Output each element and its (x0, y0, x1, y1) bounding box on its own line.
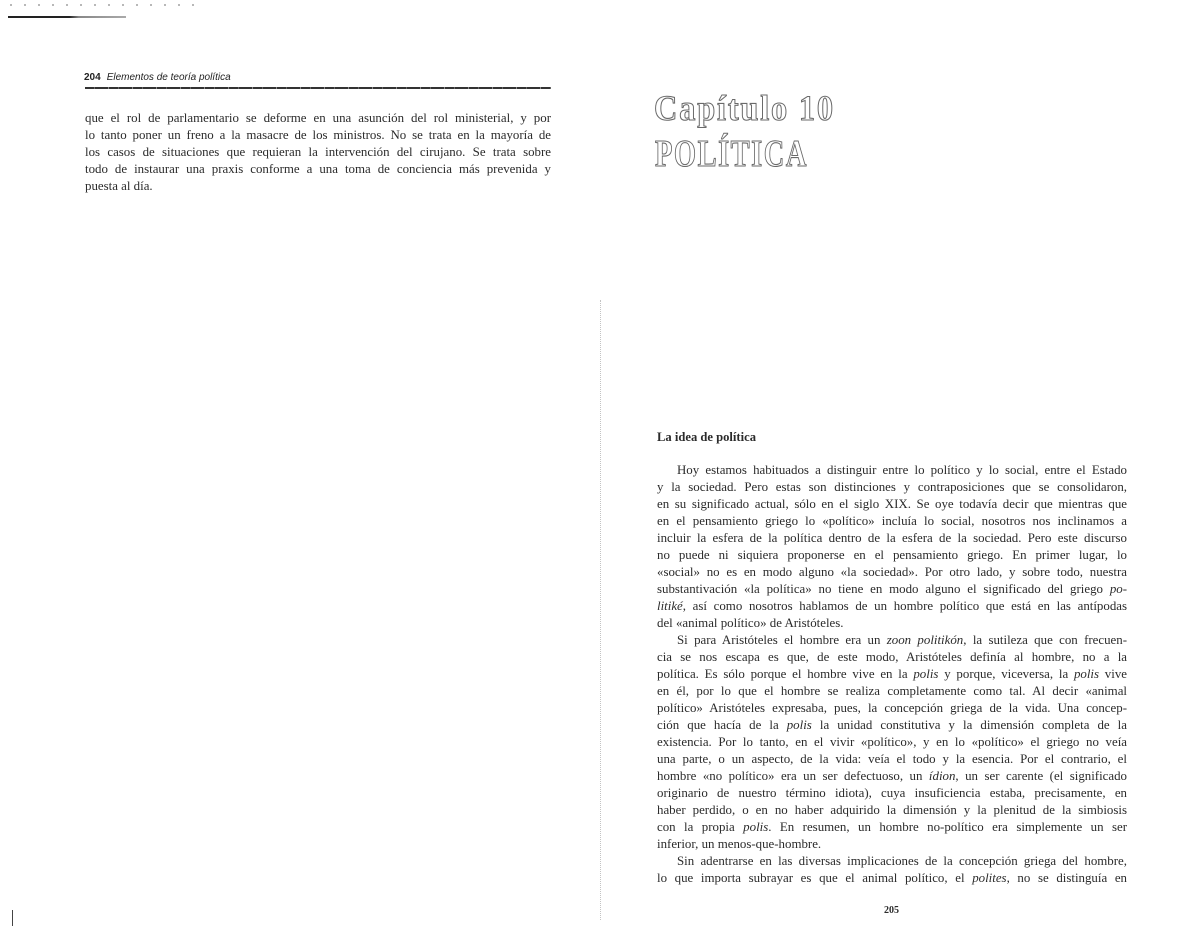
text-line: no puede ni siquiera proponerse en el pensamiento griego. En primer lugar, lo (657, 548, 1127, 562)
text-line (657, 666, 1127, 683)
text-line: que el rol de parlamentario se deforme en una asunción del rol ministerial, y por (85, 111, 551, 125)
text-line: los casos de situaciones que requieran la intervención del cirujano. Se trata sobre (85, 145, 551, 159)
text-line: en su significado actual, sólo en el siglo XIX. Se oye todavía decir que mientras que (657, 497, 1127, 511)
paragraph (85, 110, 551, 195)
text-line: cia se nos escapa es que, de este modo, Aristóteles definía al hombre, no a la (657, 650, 1127, 664)
text-line (657, 768, 1127, 785)
text-line (657, 870, 1127, 887)
text-segment: , así como nosotros hablamos de un hombre político que está en las antípodas (682, 599, 1127, 613)
text-line: inferior, un menos-que-hombre. (657, 837, 822, 851)
text-segment: hombre «no político» era un ser defectuoso, un (657, 769, 929, 783)
text-segment: política. Es sólo porque el hombre vive en la (657, 667, 914, 681)
text-line (657, 632, 1127, 649)
text-line: del «animal político» de Aristóteles. (657, 616, 844, 630)
text-segment: , un ser carente (el significado (955, 769, 1127, 783)
paragraph (657, 462, 1127, 632)
text-segment: la unidad constitutiva y la dimensión completa de la (811, 718, 1127, 732)
text-line: y la sociedad. Pero estas son distinciones y contraposiciones que se consolidaron, (657, 480, 1127, 494)
text-line: en él, por lo que el hombre se realiza completamente como tal. Al decir «animal (657, 684, 1127, 698)
text-segment: y porque, viceversa, la (938, 667, 1074, 681)
body-text (85, 110, 551, 195)
text-line: Sin adentrarse en las diversas implicaciones de la concepción griega del hombre, (677, 854, 1127, 868)
text-segment: Si para Aristóteles el hombre era un (677, 633, 887, 647)
running-head (84, 71, 231, 85)
text-line (657, 581, 1127, 598)
text-segment: ción que hacía de la (657, 718, 787, 732)
running-head-title: Elementos de teoría política (106, 72, 231, 83)
text-segment: , no se distinguía en (1006, 871, 1127, 885)
italic-term: litiké (657, 599, 683, 613)
paragraph (657, 632, 1127, 853)
text-line: todo de instaurar una praxis conforme a una toma de conciencia más prevenida y (85, 162, 551, 176)
text-line: Hoy estamos habituados a distinguir entre lo político y lo social, entre el Estado (677, 463, 1127, 477)
text-line: existencia. Por lo tanto, en el vivir «político», y en lo «político» el griego no veía (657, 735, 1127, 749)
italic-term: polis (786, 718, 812, 732)
section-heading: La idea de política (657, 430, 757, 444)
text-line (657, 717, 1127, 734)
text-segment: . En resumen, un hombre no-político era simplemente un ser (768, 820, 1127, 834)
page-number: 205 (884, 905, 899, 916)
text-line: incluir la esfera de la política dentro de la esfera de la sociedad. Pero este discurso (657, 531, 1127, 545)
italic-term: po- (1109, 582, 1127, 596)
header-rule (85, 87, 551, 89)
text-line: político» Aristóteles expresaba, pues, la concepción griega de la vida. Una concep- (657, 701, 1127, 715)
text-segment: lo que importa subrayar es que el animal político, el (657, 871, 973, 885)
chapter-title: POLÍTICA (655, 133, 808, 175)
paragraph (657, 853, 1127, 887)
italic-term: ídion (928, 769, 956, 783)
text-line (657, 819, 1127, 836)
italic-term: polis (1073, 667, 1100, 681)
text-line: puesta al día. (85, 179, 153, 193)
italic-term: polites (972, 871, 1007, 885)
text-line: «social» no es en modo alguno «la sociedad». Por otro lado, y sobre todo, nuestra (657, 565, 1127, 579)
italic-term: polis (913, 667, 939, 681)
text-line: haber perdido, o en no haber adquirido la dimensión y la plenitud de la simbiosis (657, 803, 1127, 817)
italic-term: polis (743, 820, 769, 834)
italic-term: zoon politikón (886, 633, 964, 647)
text-segment: substantivación «la política» no tiene en modo alguno el significado del griego (657, 582, 1110, 596)
text-line: lo tanto poner un freno a la masacre de los ministros. No se trata en la mayoría de (85, 128, 551, 142)
text-segment: vive (1099, 667, 1127, 681)
body-text (657, 462, 1127, 887)
chapter-label: Capítulo 10 (654, 88, 835, 128)
text-line (657, 598, 1127, 615)
text-segment: , la sutileza que con frecuen- (963, 633, 1128, 647)
page-number: 204 (84, 72, 101, 83)
text-line: en el pensamiento griego lo «político» incluía lo social, nosotros nos inclinamos a (657, 514, 1127, 528)
text-segment: con la propia (657, 820, 744, 834)
text-line: una parte, o un aspecto, de la vida: veía el todo y la esencia. Por el contrario, el (657, 752, 1127, 766)
text-line: originario de nuestro término idiota), cuya insuficiencia estaba, precisamente, en (657, 786, 1127, 800)
